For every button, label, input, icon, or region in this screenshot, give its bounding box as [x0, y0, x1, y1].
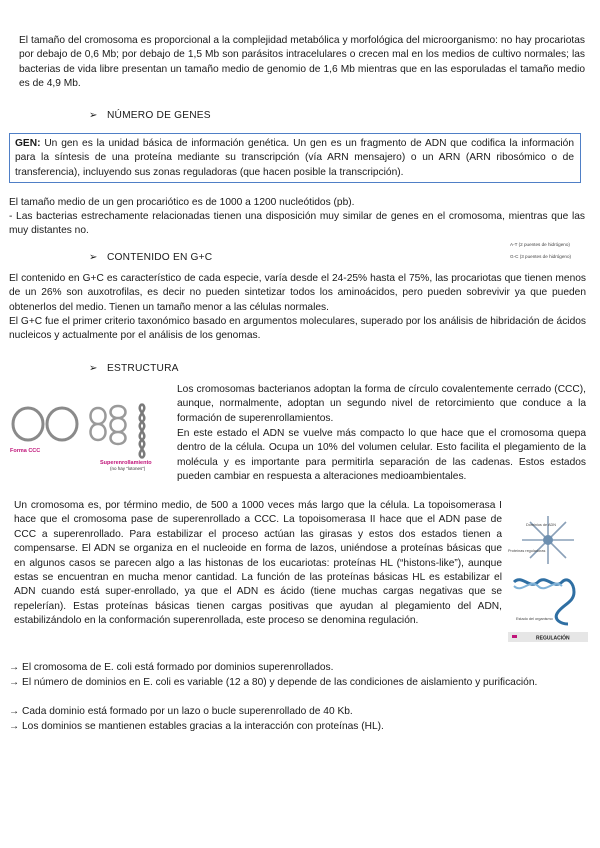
regulation-figure: [508, 512, 588, 642]
label-regulacion: REGULACIÓN: [536, 635, 570, 642]
ccc-ring-1: [13, 408, 43, 440]
label-proteinas: Proteínas reguladoras: [508, 549, 546, 553]
gc-note-gc: G-C (3 puentes de hidrógeno): [510, 254, 572, 259]
gc-paragraph-2: El G+C fue el primer criterio taxonómico basado en argumentos moleculares, superado por los análisis de hibridación de ácidos nucleicos y actualmente por el análisis de los genomas.: [9, 316, 586, 342]
gc-paragraph-1: El contenido en G+C es característico de cada especie, varía desde el 24-25% hasta el 75%, las procariotas que tienen menos de un 26% son auxotrofilas, es decir no pueden sintetizar todos los aminoácidos, pero pueden sobrevivir ya que pueden obtenerlos del medio. Tienen un tamaño menor a las células normales.: [9, 273, 586, 313]
bullet-arrow-icon: ➢: [89, 363, 98, 374]
estructura-paragraph-3: Un cromosoma es, por término medio, de 500 a 1000 veces más largo que la célula. La topoisomerasa I hace que el cromosoma pase de superenrollado a CCC. La topoisomerasa II hace que el ADN pase de CCC a superenrollado. Para estabilizar el proceso actúan las girasas y estos dos estados tienen a compensarse. El ADN se organiza en el nucleoide en forma de lazos, uniéndose a proteínas básicas que en algunos casos se parecen algo a las histonas de los eucariotas: proteínas HL (“histons-like”), aunque estas se encuentran en mucha menor cantidad. La función de las proteínas básicas HL es estabilizar el ADN cuando está super-enrollado, ya que el ADN es ácido (tiene muchas cargas negativas que se repelerían). Estas proteínas básicas tienen cargas positivas que ayudan al plegamiento del ADN, estabilizándolo en la conformación superenrollada, este proceso se denomina regulación.: [14, 500, 502, 627]
label-dominios: Dominios de ADN: [526, 523, 556, 527]
heading-contenido-gc: ➢ CONTENIDO EN G+C: [89, 252, 213, 263]
estructura-paragraph-2: En este estado el ADN se vuelve más compacto lo que hace que el cromosoma quepa dentro de la célula. Ocupa un 10% del volumen celular. Esto facilita el plegamiento de la molécula y es importante para permitirla separación de las cadenas. Estos estados pueden cambiar en respuesta a alteraciones medioambientales.: [177, 428, 586, 483]
heading-estructura: ➢ ESTRUCTURA: [89, 363, 179, 374]
label-ccc: Forma CCC: [10, 448, 41, 454]
gen-disposition-paragraph: - Las bacterias estrechamente relacionadas tienen una disposición muy similar de genes en el cromosoma, mientras que las muy distantes no.: [9, 211, 585, 237]
arrow-item-4: → Los dominios se mantienen estables gracias a la interacción con proteínas (HL).: [9, 721, 384, 732]
label-superenrollamiento: Superenrollamiento: [100, 460, 152, 466]
gen-definition-text: Un gen es la unidad básica de información genética. Un gen es un fragmento de ADN que codifica la información para la síntesis de una proteína mediante su transcripción (vía ARN mensajero) o un ARN (ARN ribosómico o de transferencia), incluyendo sus zonas reguladoras (que hacen posible la transcripción).: [15, 138, 574, 178]
arrow-item-2: → El número de dominios en E. coli es variable (12 a 80) y depende de las condiciones de aislamiento y purificación.: [9, 677, 538, 688]
gc-note-at: A-T (2 puentes de hidrógeno): [510, 242, 570, 247]
estructura-paragraph-1: Los cromosomas bacterianos adoptan la forma de círculo covalentemente cerrado (CCC), aunque, normalmente, adoptan un segundo nivel de retorcimiento que conduce a la formación de superenrollamientos.: [177, 384, 586, 424]
gen-definition-box: [9, 133, 581, 183]
gen-label: GEN:: [15, 138, 41, 149]
bullet-arrow-icon: ➢: [89, 110, 98, 121]
label-note: (no hay “lotones”): [110, 466, 146, 471]
figure-eight-1: [91, 408, 106, 440]
gen-definition: [15, 137, 574, 180]
intro-paragraph: El tamaño del cromosoma es proporcional a la complejidad metabólica y morfológica del microorganismo: no hay procariotas por debajo de 0,6 Mb; por debajo de 1,5 Mb son parásitos intracelulares o crecen mal en los medios de cultivo normales; las bacterias de vida libre presentan un tamaño medio de genomio de 1,6 Mb mientras que en las esporuladas el tamaño medio es de 4,9 Mb.: [19, 35, 585, 90]
supercoil-chain: [140, 404, 145, 458]
ccc-ring-2: [47, 408, 77, 440]
nucleoid-core: [543, 535, 553, 545]
heading-numero-genes: ➢ NÚMERO DE GENES: [89, 110, 211, 121]
arrow-item-1: → El cromosoma de E. coli está formado por dominios superenrollados.: [9, 662, 334, 673]
label-estado: Estado del organismo: [516, 617, 553, 621]
gen-size-paragraph: El tamaño medio de un gen procariótico es de 1000 a 1200 nucleótidos (pb).: [9, 197, 355, 208]
bullet-arrow-icon: ➢: [89, 252, 98, 263]
arrow-item-3: → Cada dominio está formado por un lazo o bucle superenrollado de 40 Kb.: [9, 706, 353, 717]
ccc-supercoil-figure: [10, 402, 160, 472]
figure-eight-2: [111, 406, 126, 444]
